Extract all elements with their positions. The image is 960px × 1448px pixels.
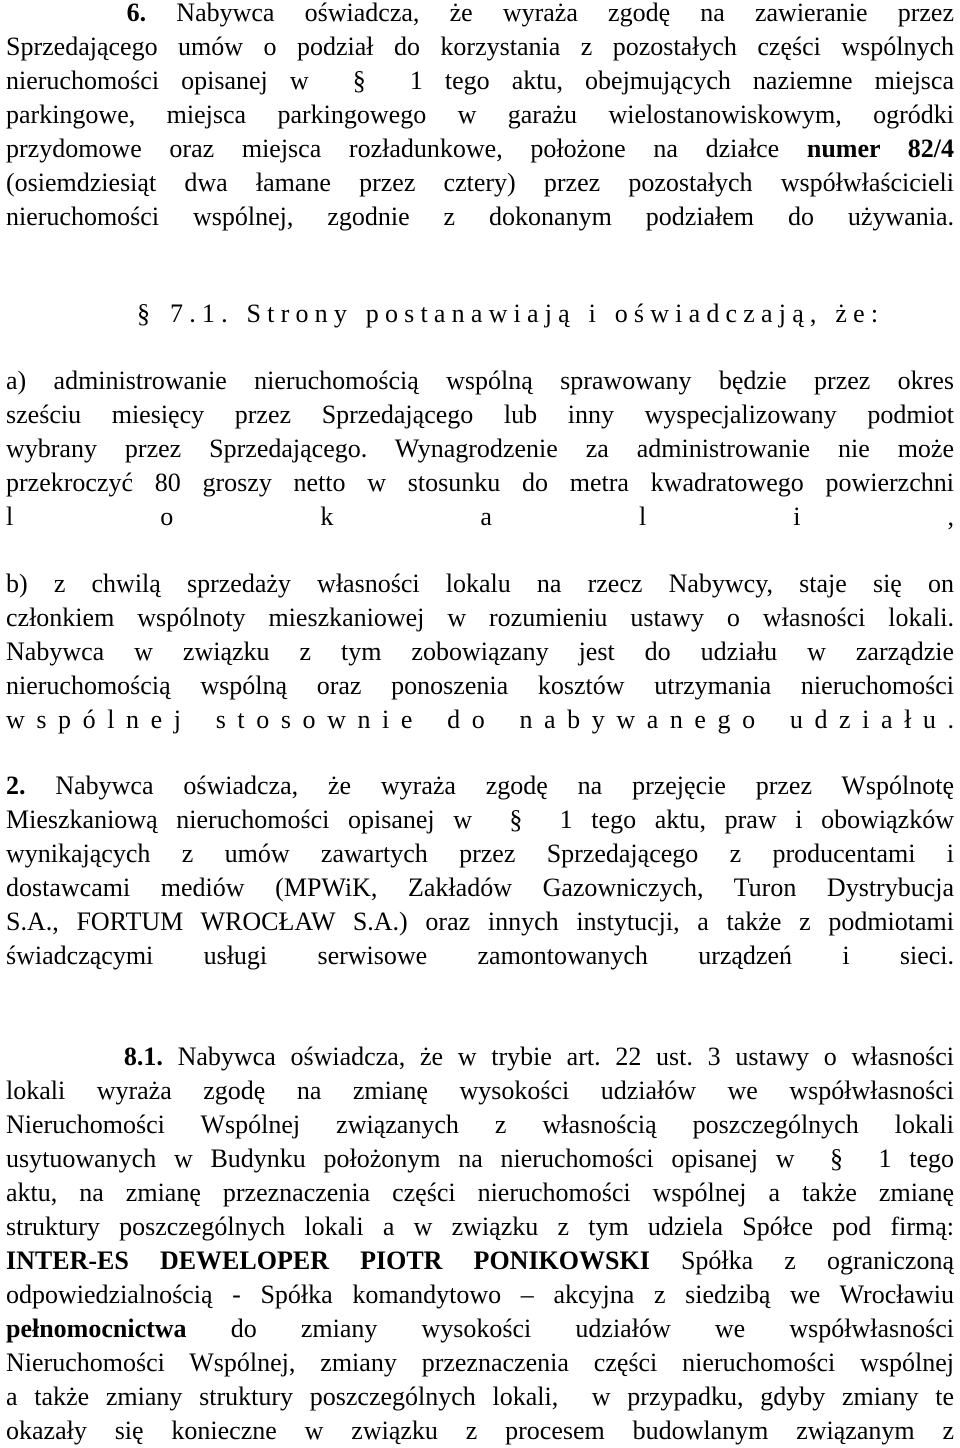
text-line — [6, 769, 954, 803]
text-line — [6, 837, 954, 871]
text-run: S.A., FORTUM WROCŁAW S.A.) oraz innych instytucji, a także z podmiotami — [6, 907, 954, 936]
text-line — [6, 601, 954, 635]
text-run: a) administrowanie nieruchomością wspólną sprawowany będzie przez okres — [6, 366, 954, 395]
text-line — [6, 1414, 954, 1448]
text-run: Nieruchomości Wspólnej, zmiany przeznaczenia części nieruchomości wspólnej — [6, 1348, 954, 1377]
text-run: a także zmiany struktury poszczególnych lokali, w przypadku, gdyby zmiany te — [6, 1382, 954, 1411]
text-line — [6, 166, 954, 200]
text-run: okazały się konieczne w związku z procesem budowlanym związanym z — [6, 1416, 954, 1445]
text-line — [6, 1278, 954, 1312]
text-run — [6, 0, 127, 27]
text-run: usytuowanych w Budynku położonym na nieruchomości opisanej w § 1 tego — [6, 1144, 954, 1173]
text-run: aktu, na zmianę przeznaczenia części nieruchomości wspólnej a także zmianę — [6, 1178, 954, 1207]
bold-text-run: pełnomocnictwa — [6, 1314, 187, 1343]
text-line — [6, 500, 954, 534]
text-run: przydomowe oraz miejsca rozładunkowe, położone na działce — [6, 134, 807, 163]
text-run: świadczącymi usługi serwisowe zamontowanych urządzeń i sieci. — [6, 941, 954, 970]
text-line — [6, 1142, 954, 1176]
text-run: sześciu miesięcy przez Sprzedającego lub inny wyspecjalizowany podmiot — [6, 400, 954, 429]
bold-text-run: 8.1. — [123, 1042, 163, 1071]
text-run: Nabywca oświadcza, że w trybie art. 22 ust. 3 ustawy o własności — [162, 1042, 954, 1071]
text-run: Nabywca oświadcza, że wyraża zgodę na zawieranie przez — [146, 0, 954, 27]
text-line — [6, 1074, 954, 1108]
text-run: dostawcami mediów (MPWiK, Zakładów Gazowniczych, Turon Dystrybucja — [6, 873, 954, 902]
text-line — [6, 132, 954, 166]
text-line — [6, 1346, 954, 1380]
text-run: Nabywca w związku z tym zobowiązany jest do udziału w zarządzie — [6, 637, 954, 666]
text-run: struktury poszczególnych lokali a w związku z tym udziela Spółce pod firmą: — [6, 1212, 954, 1241]
text-run: nieruchomości opisanej w § 1 tego aktu, obejmujących naziemne miejsca — [6, 66, 954, 95]
bold-text-run: numer 82/4 — [806, 134, 954, 163]
text-line — [6, 905, 954, 939]
bold-text-run: 2. — [6, 771, 26, 800]
text-run: nieruchomości wspólnej, zgodnie z dokonanym podziałem do używania. — [6, 202, 954, 231]
text-line — [6, 1210, 954, 1244]
text-line — [6, 98, 954, 132]
text-run: Nieruchomości Wspólnej związanych z własnością poszczególnych lokali — [6, 1110, 954, 1139]
text-line — [6, 398, 954, 432]
text-line — [6, 939, 954, 973]
bold-text-run: INTER-ES DEWELOPER PIOTR PONIKOWSKI — [6, 1246, 650, 1275]
text-line — [6, 567, 954, 601]
text-line — [6, 432, 954, 466]
text-run: wybrany przez Sprzedającego. Wynagrodzenie za administrowanie nie może — [6, 434, 954, 463]
text-line — [6, 1244, 954, 1278]
text-line — [6, 1312, 954, 1346]
text-run: nieruchomością wspólną oraz ponoszenia kosztów utrzymania nieruchomości — [6, 671, 954, 700]
section-7-heading — [0, 297, 960, 331]
text-run: lokali wyraża zgodę na zmianę wysokości udziałów we współwłasności — [6, 1076, 954, 1105]
text-line — [6, 1380, 954, 1414]
text-line — [6, 30, 954, 64]
text-run: (osiemdziesiąt dwa łamane przez cztery) przez pozostałych współwłaścicieli — [6, 168, 954, 197]
text-run: Nabywca oświadcza, że wyraża zgodę na przejęcie przez Wspólnotę — [25, 771, 954, 800]
section-sign: § — [137, 299, 150, 328]
text-line — [6, 364, 954, 398]
text-run: wynikających z umów zawartych przez Sprzedającego z producentami i — [6, 839, 954, 868]
text-line — [6, 1176, 954, 1210]
text-run: l o k a l i , — [6, 502, 954, 531]
text-run: Sprzedającego umów o podział do korzystania z pozostałych części wspólnych — [6, 32, 954, 61]
text-line — [6, 703, 954, 737]
text-line — [6, 1108, 954, 1142]
text-line — [6, 1040, 954, 1074]
text-run: Mieszkaniową nieruchomości opisanej w § 1 tego aktu, praw i obowiązków — [6, 805, 954, 834]
bold-text-run: 6. — [126, 0, 147, 27]
text-run: przekroczyć 80 groszy netto w stosunku do metra kwadratowego powierzchni — [6, 468, 954, 497]
text-run: w s p ó l n e j s t o s o w n i e d o n a b y w a n e g o u d z i a ł u . — [6, 705, 954, 734]
text-line — [6, 0, 954, 30]
text-line — [6, 200, 954, 234]
text-run: b) z chwilą sprzedaży własności lokalu na rzecz Nabywcy, staje się on — [6, 569, 954, 598]
text-run — [6, 1042, 124, 1071]
text-line — [6, 466, 954, 500]
text-run: parkingowe, miejsca parkingowego w garażu wielostanowiskowym, ogródki — [6, 100, 954, 129]
text-run: Spółka z ograniczoną — [649, 1246, 954, 1275]
heading-text: 7.1. Strony postanawiają i oświadczają, że: — [170, 299, 885, 328]
text-run: członkiem wspólnoty mieszkaniowej w rozumieniu ustawy o własności lokali. — [6, 603, 954, 632]
text-line — [6, 669, 954, 703]
text-line — [6, 64, 954, 98]
text-run: do zmiany wysokości udziałów we współwłasności — [186, 1314, 954, 1343]
text-line — [6, 635, 954, 669]
text-run: odpowiedzialnością - Spółka komandytowo – akcyjna z siedzibą we Wrocławiu — [6, 1280, 954, 1309]
text-line — [6, 871, 954, 905]
text-line — [6, 803, 954, 837]
